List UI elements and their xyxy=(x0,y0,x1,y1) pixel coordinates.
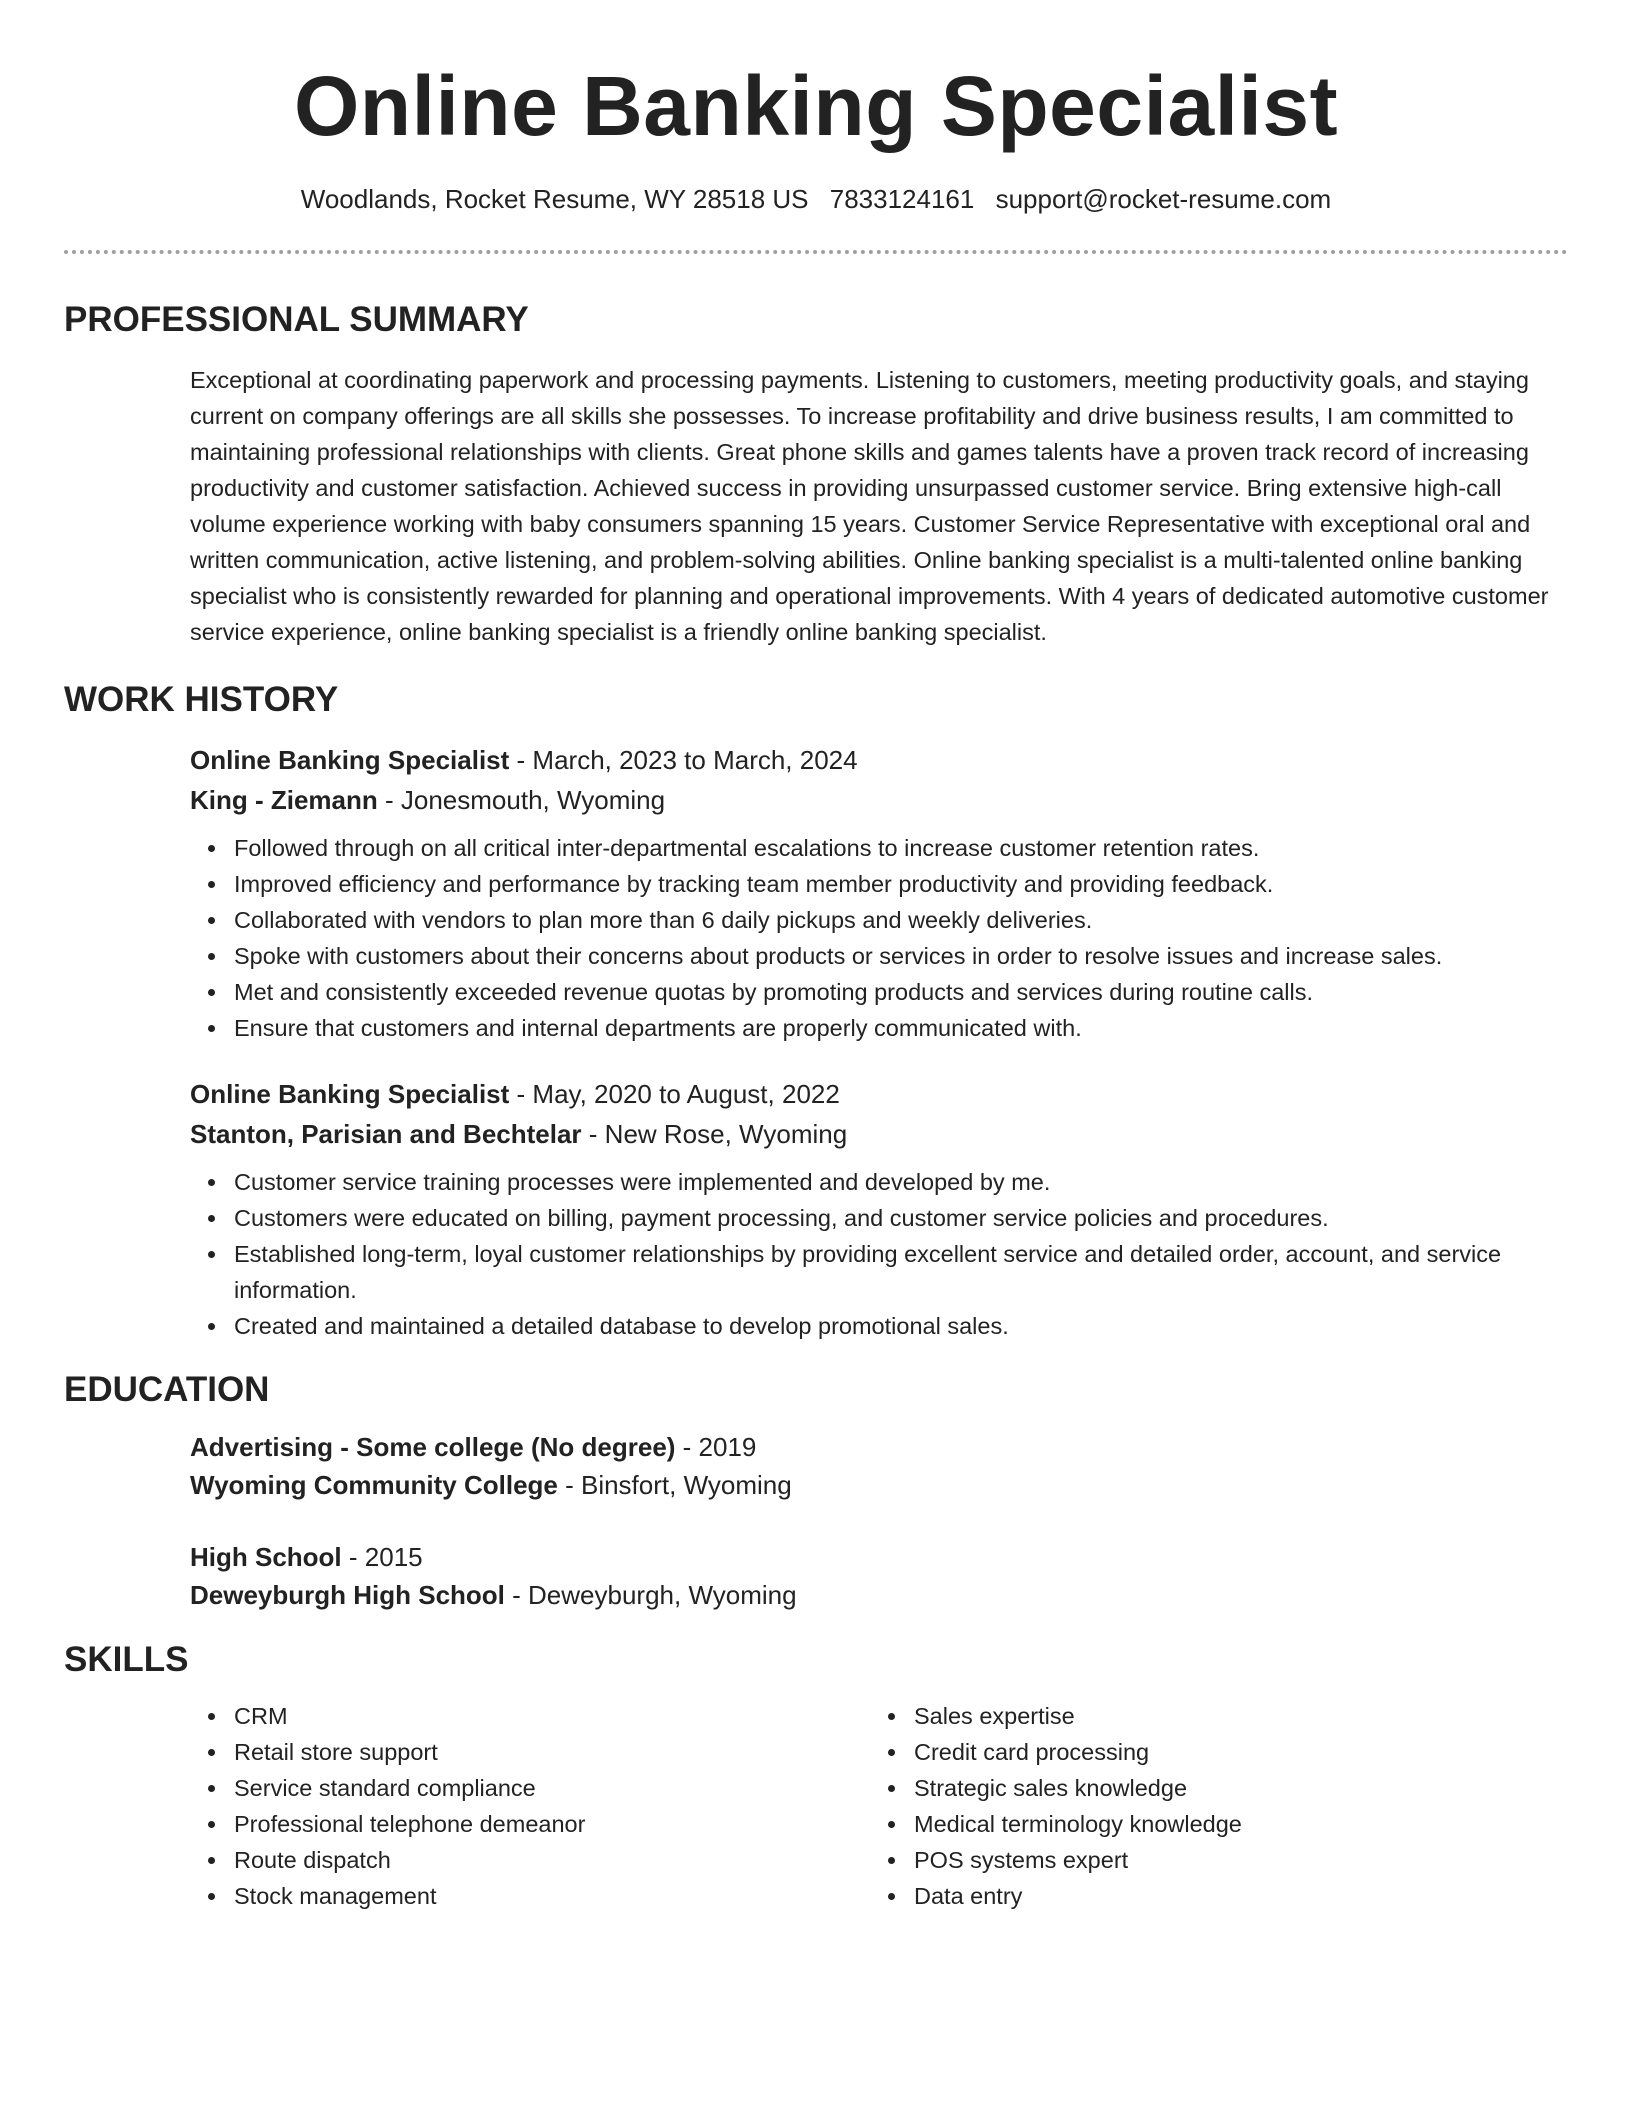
job-company: Stanton, Parisian and Bechtelar xyxy=(190,1119,582,1149)
list-item: Improved efficiency and performance by tracking team member productivity and providing feedback. xyxy=(190,866,1558,902)
list-item: Retail store support xyxy=(190,1734,870,1770)
list-item: Professional telephone demeanor xyxy=(190,1806,870,1842)
job-role: Online Banking Specialist xyxy=(190,745,510,775)
degree-year: - 2015 xyxy=(341,1542,423,1572)
list-item: Met and consistently exceeded revenue quotas by promoting products and services during routine calls. xyxy=(190,974,1558,1010)
list-item: Spoke with customers about their concerns about products or services in order to resolve issues and increase sales. xyxy=(190,938,1558,974)
phone: 7833124161 xyxy=(829,184,975,214)
job-title-line xyxy=(190,1074,1558,1114)
school: Wyoming Community College xyxy=(190,1470,558,1500)
list-item: Strategic sales knowledge xyxy=(870,1770,1550,1806)
education-entry xyxy=(190,1538,1558,1614)
list-item: CRM xyxy=(190,1698,870,1734)
work-history-heading: WORK HISTORY xyxy=(64,680,339,719)
summary-section xyxy=(190,362,1558,650)
list-item: Customer service training processes were implemented and developed by me. xyxy=(190,1164,1558,1200)
job-bullets xyxy=(190,830,1558,1046)
school: Deweyburgh High School xyxy=(190,1580,505,1610)
skills-section xyxy=(190,1698,1558,1914)
list-item: Ensure that customers and internal departments are properly communicated with. xyxy=(190,1010,1558,1046)
school-line xyxy=(190,1466,1558,1504)
job-company-line xyxy=(190,1114,1558,1154)
list-item: Medical terminology knowledge xyxy=(870,1806,1550,1842)
skills-list-left xyxy=(190,1698,870,1914)
school-location: - Binsfort, Wyoming xyxy=(557,1470,792,1500)
job-entry xyxy=(190,1074,1558,1344)
skills-list-right xyxy=(870,1698,1550,1914)
summary-heading: PROFESSIONAL SUMMARY xyxy=(64,300,529,339)
list-item: Stock management xyxy=(190,1878,870,1914)
job-company-line xyxy=(190,780,1558,820)
work-history-section xyxy=(190,740,1558,1344)
list-item: Sales expertise xyxy=(870,1698,1550,1734)
job-title-line xyxy=(190,740,1558,780)
education-heading: EDUCATION xyxy=(64,1370,270,1409)
summary-text: Exceptional at coordinating paperwork and processing payments. Listening to customers, meeting productivity goals, and staying current on company offerings are all skills she possesses. To increase profitability and drive business results, I am committed to maintaining professional relationships with clients. Great phone skills and games talents have a proven track record of increasing productivity and customer satisfaction. Achieved success in providing unsurpassed customer service. Bring extensive high-call volume experience working with baby consumers spanning 15 years. Customer Service Representative with exceptional oral and written communication, active listening, and problem-solving abilities. Online banking specialist is a multi-talented online banking specialist who is consistently rewarded for planning and operational improvements. With 4 years of dedicated automotive customer service experience, online banking specialist is a friendly online banking specialist. xyxy=(190,367,1549,645)
job-dates: - March, 2023 to March, 2024 xyxy=(509,745,858,775)
education-section xyxy=(190,1428,1558,1614)
job-location: - Jonesmouth, Wyoming xyxy=(377,785,666,815)
list-item: Created and maintained a detailed database to develop promotional sales. xyxy=(190,1308,1558,1344)
degree-line xyxy=(190,1538,1558,1576)
education-entry xyxy=(190,1428,1558,1504)
list-item: Service standard compliance xyxy=(190,1770,870,1806)
page-title: Online Banking Specialist xyxy=(293,59,1339,153)
list-item: Route dispatch xyxy=(190,1842,870,1878)
degree-line xyxy=(190,1428,1558,1466)
school-line xyxy=(190,1576,1558,1614)
address: Woodlands, Rocket Resume, WY 28518 US xyxy=(300,184,809,214)
job-location: - New Rose, Wyoming xyxy=(581,1119,848,1149)
skills-heading: SKILLS xyxy=(64,1640,189,1679)
degree: Advertising - Some college (No degree) xyxy=(190,1432,676,1462)
degree-year: - 2019 xyxy=(675,1432,757,1462)
email: support@rocket-resume.com xyxy=(995,184,1332,214)
job-dates: - May, 2020 to August, 2022 xyxy=(509,1079,840,1109)
job-company: King - Ziemann xyxy=(190,785,378,815)
degree: High School xyxy=(190,1542,342,1572)
job-bullets xyxy=(190,1164,1558,1344)
list-item: POS systems expert xyxy=(870,1842,1550,1878)
list-item: Data entry xyxy=(870,1878,1550,1914)
resume-page xyxy=(64,0,1568,1914)
header-divider xyxy=(64,250,1568,254)
job-role: Online Banking Specialist xyxy=(190,1079,510,1109)
list-item: Established long-term, loyal customer relationships by providing excellent service and detailed order, account, and service information. xyxy=(190,1236,1558,1308)
list-item: Followed through on all critical inter-departmental escalations to increase customer retention rates. xyxy=(190,830,1558,866)
list-item: Customers were educated on billing, payment processing, and customer service policies and procedures. xyxy=(190,1200,1558,1236)
school-location: - Deweyburgh, Wyoming xyxy=(504,1580,797,1610)
list-item: Collaborated with vendors to plan more than 6 daily pickups and weekly deliveries. xyxy=(190,902,1558,938)
list-item: Credit card processing xyxy=(870,1734,1550,1770)
job-entry xyxy=(190,740,1558,1046)
contact-line xyxy=(64,182,1568,216)
